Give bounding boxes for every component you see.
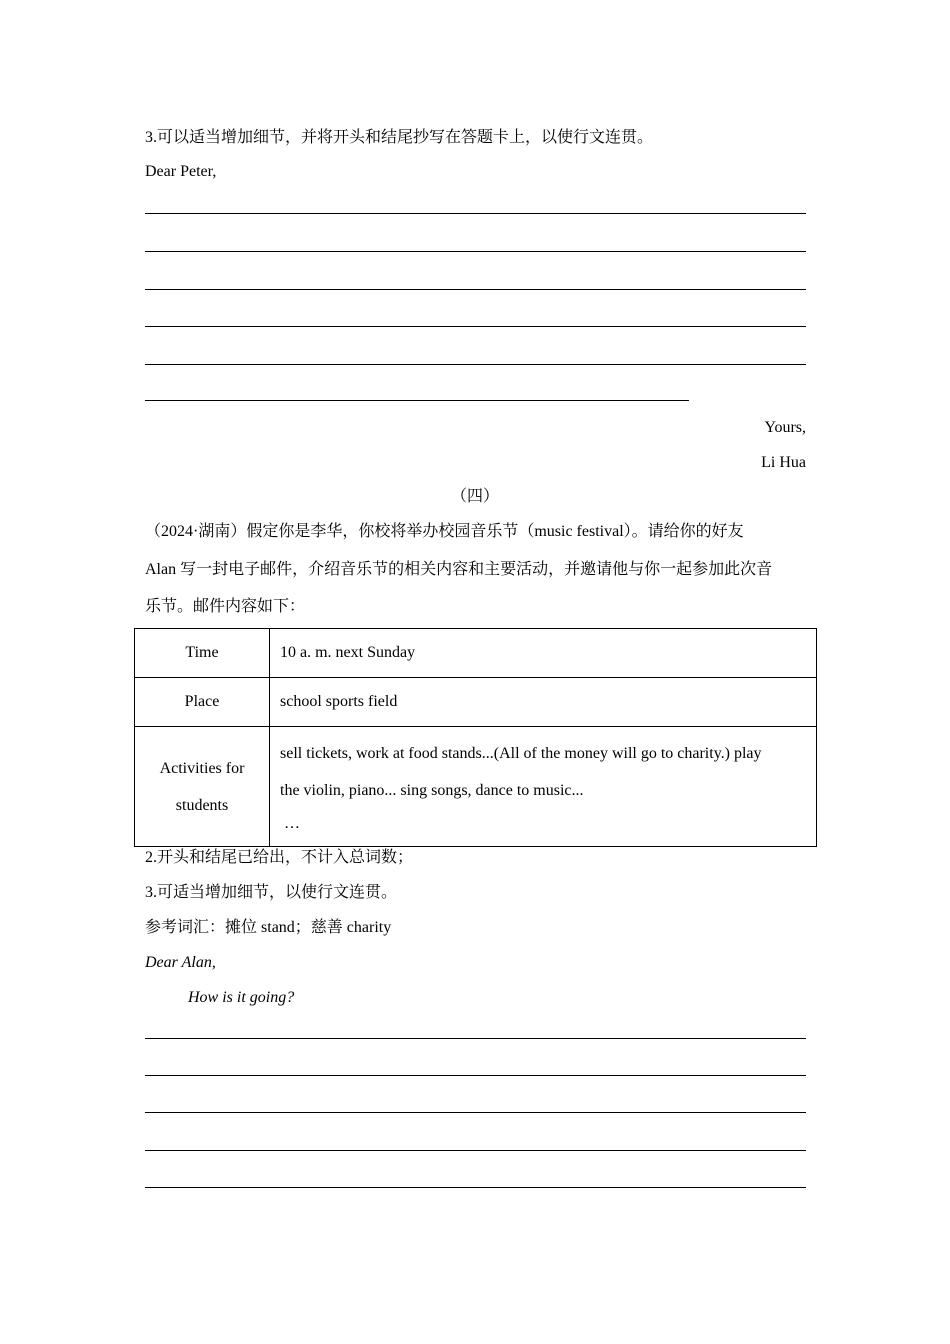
note-2: 2.开头和结尾已给出，不计入总词数； — [145, 849, 414, 866]
vocab-note — [145, 918, 391, 938]
prompt-line: 乐节。邮件内容如下： — [145, 598, 306, 615]
letter-greeting: Dear Alan, — [145, 954, 216, 971]
answer-line — [145, 1150, 806, 1151]
place-label: Place — [135, 678, 270, 727]
prompt-line: Alan 写一封电子邮件，介绍音乐节的相关内容和主要活动，并邀请他与你一起参加此次音 — [145, 561, 773, 578]
answer-line — [145, 289, 806, 290]
section-title: （四） — [450, 488, 499, 505]
answer-line — [145, 1187, 806, 1188]
table-row — [135, 629, 817, 678]
letter-closing: Yours, — [764, 419, 806, 436]
activities-value — [270, 727, 817, 847]
time-label: Time — [135, 629, 270, 678]
answer-line — [145, 251, 806, 252]
activities-line: sell tickets, work at food stands...(All of the money will go to charity.) play — [280, 744, 762, 762]
activities-label — [135, 727, 270, 847]
note-3: 3.可适当增加细节，以使行文连贯。 — [145, 884, 398, 901]
answer-line — [145, 326, 806, 327]
vocab-items: 摊位 stand；慈善 charity — [225, 919, 392, 936]
time-value: 10 a. m. next Sunday — [270, 629, 817, 678]
prompt-line: （2024·湖南）假定你是李华，你校将举办校园音乐节（music festival）。请给你的好友 — [145, 523, 744, 540]
answer-line — [145, 1038, 806, 1039]
answer-line — [145, 213, 806, 214]
answer-line — [145, 1112, 806, 1113]
answer-line — [145, 400, 689, 401]
answer-line — [145, 1075, 806, 1076]
letter-greeting: Dear Peter, — [145, 163, 217, 180]
info-table — [134, 628, 817, 847]
vocab-label: 参考词汇： — [145, 919, 226, 936]
activities-line: … — [284, 814, 300, 832]
activities-label-line: students — [175, 796, 229, 814]
letter-opening: How is it going? — [188, 989, 295, 1006]
answer-line — [145, 364, 806, 365]
table-row — [135, 727, 817, 847]
table-row — [135, 678, 817, 727]
activities-line: the violin, piano... sing songs, dance to music... — [280, 781, 584, 799]
letter-signature: Li Hua — [761, 454, 806, 471]
place-value: school sports field — [270, 678, 817, 727]
activities-label-line: Activities for — [159, 759, 245, 777]
instruction-3: 3.可以适当增加细节，并将开头和结尾抄写在答题卡上，以使行文连贯。 — [145, 129, 654, 146]
